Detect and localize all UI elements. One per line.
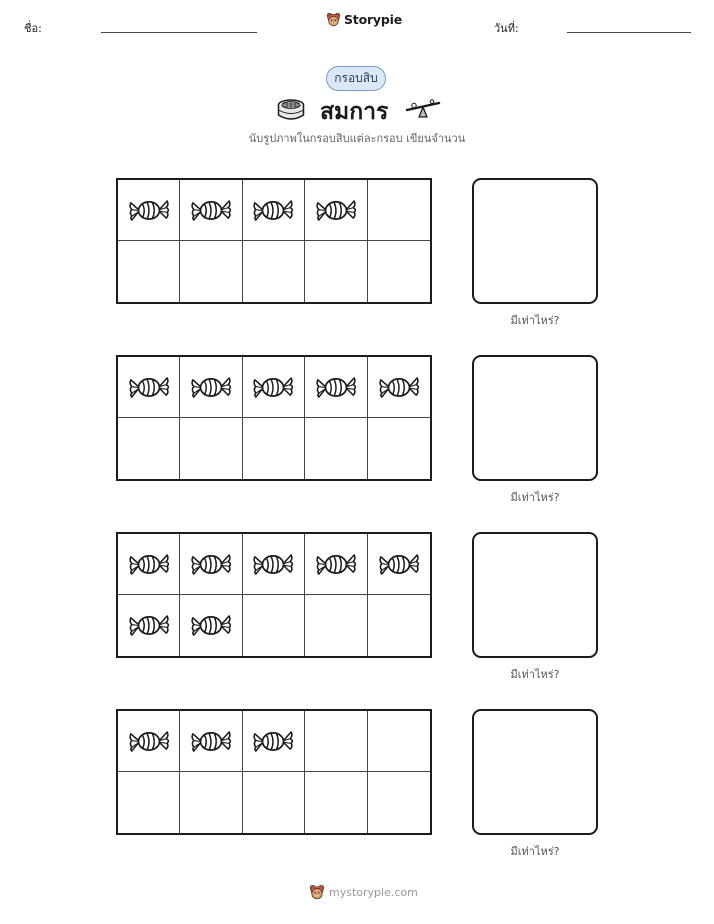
- ten-frame-cell: [368, 595, 430, 656]
- candy-icon: [315, 549, 357, 580]
- ten-frame-cell: [180, 180, 242, 241]
- ten-frame-cell: [243, 241, 305, 302]
- ten-frame-cell: [305, 711, 367, 772]
- ten-frame-cell: [118, 180, 180, 241]
- ten-frame: [116, 355, 432, 481]
- question-label: มีเท่าไหร่?: [510, 668, 560, 681]
- question-label: มีเท่าไหร่?: [510, 491, 560, 504]
- seesaw-icon: [405, 97, 441, 119]
- ten-frame-cell: [243, 595, 305, 656]
- ten-frame-cell: [305, 772, 367, 833]
- ten-frame-cell: [180, 772, 242, 833]
- ten-frame-cell: [118, 711, 180, 772]
- ten-frame-cell: [118, 418, 180, 479]
- title-row: [0, 92, 714, 128]
- footer-site[interactable]: mystorypie.com: [329, 885, 418, 899]
- ten-frame-cell: [305, 418, 367, 479]
- ten-frame-cell: [180, 711, 242, 772]
- brand-logo: [326, 12, 402, 27]
- ten-frame-tin-icon: [276, 95, 306, 125]
- candy-icon: [128, 726, 170, 757]
- ten-frame-cell: [243, 711, 305, 772]
- candy-icon: [190, 195, 232, 226]
- ten-frame-cell: [118, 534, 180, 595]
- ten-frame-cell: [118, 595, 180, 656]
- candy-icon: [128, 610, 170, 641]
- ten-frame-cell: [243, 534, 305, 595]
- ten-frame-cell: [118, 357, 180, 418]
- ten-frame-cell: [368, 534, 430, 595]
- footer: [309, 884, 418, 900]
- candy-icon: [252, 549, 294, 580]
- answer-box[interactable]: [472, 532, 598, 658]
- ten-frame-cell: [368, 418, 430, 479]
- question-label: มีเท่าไหร่?: [510, 845, 560, 858]
- candy-icon: [378, 372, 420, 403]
- name-line[interactable]: [101, 32, 257, 33]
- ten-frame-cell: [243, 357, 305, 418]
- candy-icon: [190, 726, 232, 757]
- ten-frame-cell: [368, 772, 430, 833]
- candy-icon: [190, 549, 232, 580]
- ten-frame: [116, 532, 432, 658]
- ten-frame-cell: [368, 241, 430, 302]
- instructions: นับรูปภาพในกรอบสิบแต่ละกรอบ เขียนจำนวน: [248, 132, 466, 145]
- answer-box[interactable]: [472, 178, 598, 304]
- ten-frame-cell: [118, 772, 180, 833]
- ten-frame-cell: [368, 357, 430, 418]
- ten-frame-cell: [368, 180, 430, 241]
- ten-frame-cell: [305, 357, 367, 418]
- bear-icon: [309, 884, 325, 900]
- ten-frame-cell: [305, 595, 367, 656]
- brand-name: Storypie: [344, 12, 402, 27]
- topic-pill: กรอบสิบ: [326, 66, 386, 91]
- answer-box[interactable]: [472, 355, 598, 481]
- ten-frame-cell: [180, 357, 242, 418]
- candy-icon: [128, 549, 170, 580]
- ten-frame-cell: [243, 418, 305, 479]
- ten-frame-cell: [243, 772, 305, 833]
- ten-frame-cell: [180, 595, 242, 656]
- ten-frame: [116, 178, 432, 304]
- candy-icon: [252, 726, 294, 757]
- answer-box[interactable]: [472, 709, 598, 835]
- ten-frame-cell: [180, 418, 242, 479]
- ten-frame-cell: [180, 241, 242, 302]
- candy-icon: [128, 372, 170, 403]
- ten-frame: [116, 709, 432, 835]
- ten-frame-cell: [305, 241, 367, 302]
- bear-icon: [326, 12, 341, 27]
- candy-icon: [190, 610, 232, 641]
- name-label: ชื่อ:: [24, 22, 42, 35]
- candy-icon: [252, 372, 294, 403]
- candy-icon: [378, 549, 420, 580]
- ten-frame-cell: [180, 534, 242, 595]
- date-line[interactable]: [567, 32, 691, 33]
- candy-icon: [315, 195, 357, 226]
- ten-frame-cell: [305, 534, 367, 595]
- candy-icon: [190, 372, 232, 403]
- candy-icon: [252, 195, 294, 226]
- page-title: สมการ: [320, 99, 389, 125]
- candy-icon: [315, 372, 357, 403]
- candy-icon: [128, 195, 170, 226]
- ten-frame-cell: [243, 180, 305, 241]
- ten-frame-cell: [368, 711, 430, 772]
- ten-frame-cell: [118, 241, 180, 302]
- question-label: มีเท่าไหร่?: [510, 314, 560, 327]
- ten-frame-cell: [305, 180, 367, 241]
- date-label: วันที่:: [494, 22, 519, 35]
